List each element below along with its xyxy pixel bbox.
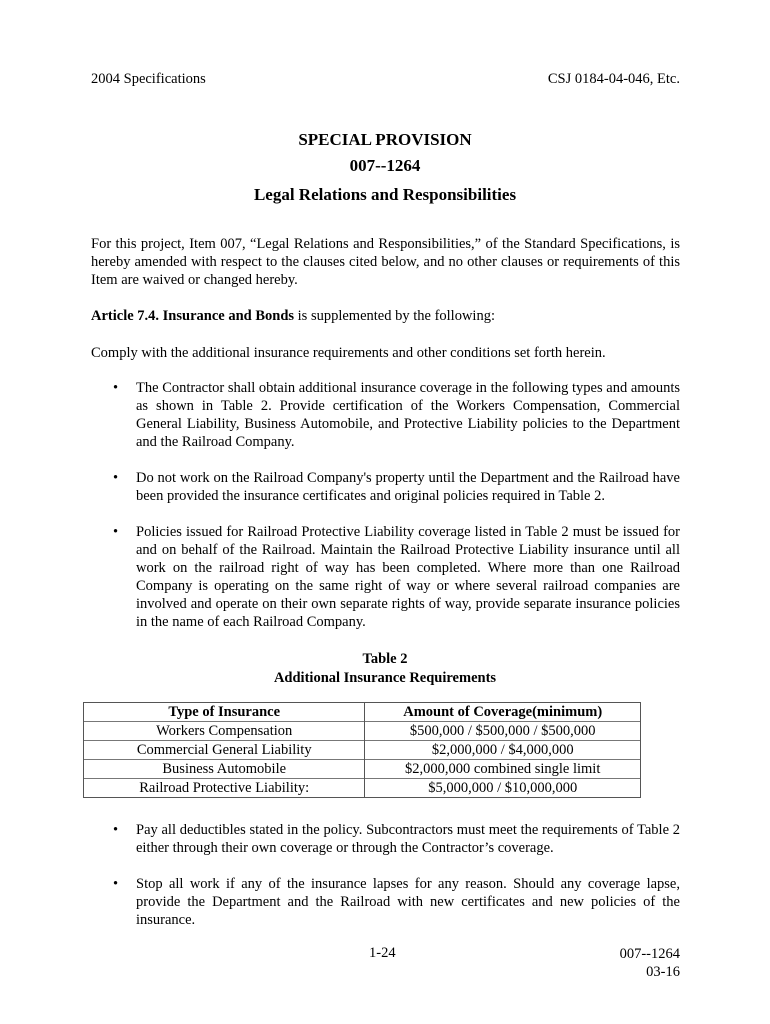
document-title (0, 127, 770, 208)
table-row (84, 779, 641, 798)
list-item-text: Pay all deductibles stated in the policy. Subcontractors must meet the requirements of Table 2 either through their own coverage or through the Contractor’s coverage. (136, 822, 680, 856)
table-cell: $500,000 / $500,000 / $500,000 (365, 722, 641, 741)
comply-paragraph: Comply with the additional insurance requirements and other conditions set forth herein. (91, 345, 606, 361)
article-paragraph (91, 307, 680, 325)
footer-revision (620, 945, 680, 981)
column-header-type: Type of Insurance (84, 703, 365, 722)
footer-provision-code: 007--1264 (619, 946, 680, 962)
list-item-text: Do not work on the Railroad Company's property until the Department and the Railroad have been provided the insurance certificates and original policies required in Table 2. (136, 470, 680, 504)
bullet-icon: • (113, 470, 119, 486)
bullet-icon: • (113, 876, 119, 892)
header-csj-number: CSJ 0184-04-046, Etc. (547, 71, 680, 87)
insurance-table (83, 702, 641, 798)
bullet-icon: • (113, 822, 119, 838)
table-cell: Workers Compensation (84, 722, 365, 741)
column-header-amount: Amount of Coverage(minimum) (365, 703, 641, 722)
table-cell: Business Automobile (84, 760, 365, 779)
table-cell: Railroad Protective Liability: (84, 779, 365, 798)
title-special-provision: SPECIAL PROVISION (298, 130, 472, 149)
footer-date: 03-16 (646, 964, 680, 980)
table-cell: $5,000,000 / $10,000,000 (365, 779, 641, 798)
article-heading: Article 7.4. Insurance and Bonds (91, 308, 295, 324)
table-caption: Table 2 (362, 651, 408, 667)
list-item-text: The Contractor shall obtain additional insurance coverage in the following types and amounts as shown in Table 2. Provide certification of the Workers Compensation, Commercial General Liability, Business Automobile, and Protective Liability policies to the Department and the Railroad Company. (136, 380, 680, 450)
header-spec-year: 2004 Specifications (91, 71, 206, 87)
bullet-icon: • (113, 380, 119, 396)
list-item-text: Policies issued for Railroad Protective Liability coverage listed in Table 2 must be issued for and on behalf of the Railroad. Maintain the Railroad Protective Liability insurance until all work on the railroad right of way has been completed. Where more than one Railroad Company is operating on the same right of way or where several railroad companies are involved and operate on their own separate rights of way, provide separate insurance policies in the name of each Railroad Company. (136, 524, 680, 630)
table-cell: $2,000,000 combined single limit (365, 760, 641, 779)
table-cell: Commercial General Liability (84, 741, 365, 760)
bullet-icon: • (113, 524, 119, 540)
table-row (84, 760, 641, 779)
intro-paragraph: For this project, Item 007, “Legal Relations and Responsibilities,” of the Standard Specifications, is hereby amended with respect to the clauses cited below, and no other clauses or requirements of this Item are waived or changed hereby. (91, 236, 680, 288)
article-text: is supplemented by the following: (294, 308, 495, 324)
page-number: 1-24 (369, 945, 396, 961)
table-cell: $2,000,000 / $4,000,000 (365, 741, 641, 760)
table-row (84, 722, 641, 741)
table-header-row (84, 703, 641, 722)
table-subcaption: Additional Insurance Requirements (273, 670, 497, 686)
title-subject: Legal Relations and Responsibilities (253, 185, 517, 204)
list-item-text: Stop all work if any of the insurance lapses for any reason. Should any coverage lapse, provide the Department and the Railroad with new certificates and new policies of the insurance. (136, 876, 680, 928)
table-row (84, 741, 641, 760)
title-provision-number: 007--1264 (349, 156, 421, 175)
